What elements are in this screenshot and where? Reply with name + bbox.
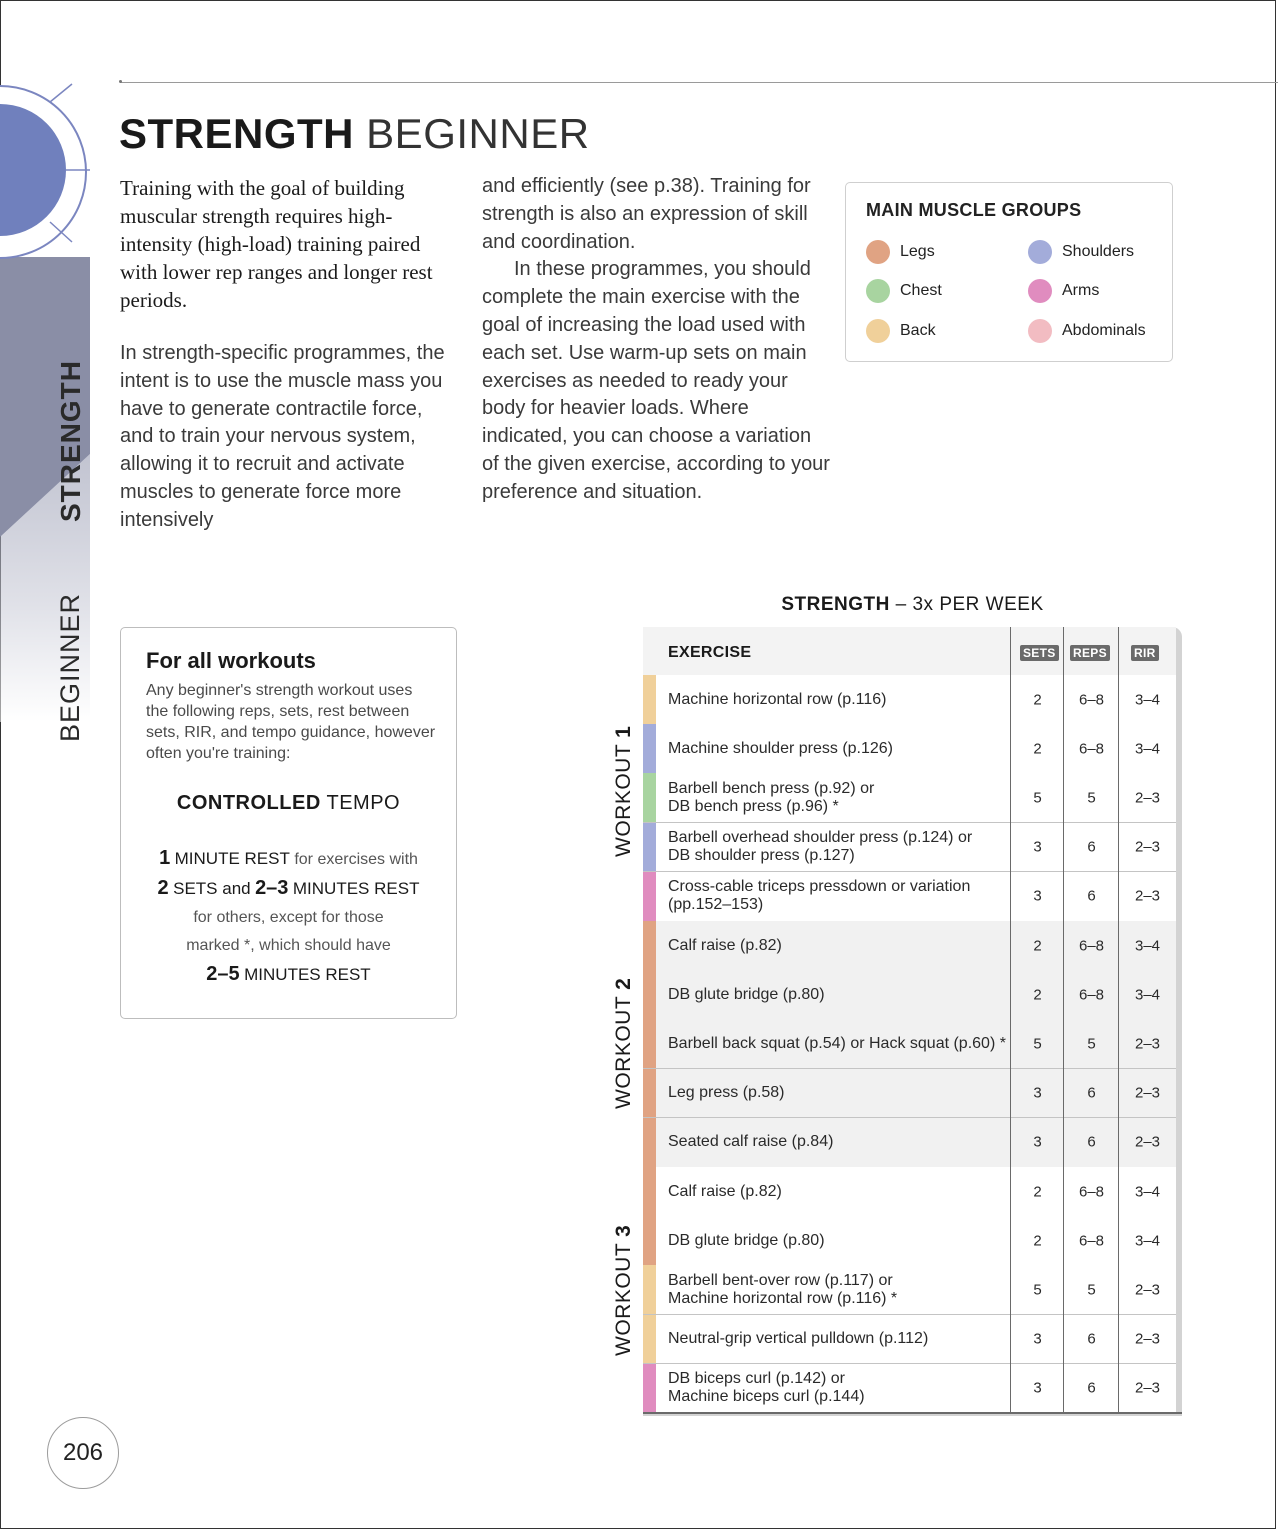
legend-label: Back xyxy=(900,322,936,339)
table-row xyxy=(643,1265,1176,1314)
reps-cell: 6 xyxy=(1087,1084,1096,1102)
workout-number: 2 xyxy=(612,977,635,990)
rir-cell: 3–4 xyxy=(1134,1232,1161,1250)
sets-cell: 3 xyxy=(1033,887,1042,905)
rir-cell: 2–3 xyxy=(1134,1379,1161,1397)
column-divider xyxy=(1010,627,1011,1413)
table-row xyxy=(643,1216,1176,1265)
column-divider xyxy=(1063,627,1064,1413)
table-heading-light: – 3x PER WEEK xyxy=(895,594,1044,615)
muscle-group-swatch xyxy=(643,773,656,822)
workout-3-label xyxy=(612,1225,636,1356)
rir-cell: 2–3 xyxy=(1134,1035,1161,1053)
muscle-groups-legend xyxy=(845,182,1173,362)
side-tab-beginner: BEGINNER xyxy=(55,592,85,742)
table-heading xyxy=(645,594,1180,616)
workout-1-label xyxy=(612,726,636,857)
exercise-cell xyxy=(668,1084,1013,1102)
header-reps: REPS xyxy=(1070,645,1110,661)
page-title xyxy=(119,110,590,158)
exercise-cell xyxy=(668,829,1013,865)
table-heading-bold: STRENGTH xyxy=(781,594,890,615)
body-column-2 xyxy=(482,173,832,507)
all-workouts-description: Any beginner's strength workout uses the following reps, sets, rest between sets, RIR, and tempo guidance, however often you're training: xyxy=(146,682,436,762)
rir-cell: 2–3 xyxy=(1134,838,1161,856)
exercise-line: Barbell bench press (p.92) or xyxy=(668,779,875,797)
sets-cell: 2 xyxy=(1033,1232,1042,1250)
sets-cell: 5 xyxy=(1033,1281,1042,1299)
sets-cell: 3 xyxy=(1033,1133,1042,1151)
rest-text: MINUTE REST xyxy=(174,849,290,868)
muscle-group-swatch xyxy=(643,675,656,724)
back-color-dot xyxy=(866,319,890,343)
sets-cell: 5 xyxy=(1033,1035,1042,1053)
reps-cell: 5 xyxy=(1087,1281,1096,1299)
header-rir: RIR xyxy=(1131,645,1159,661)
sets-cell: 5 xyxy=(1033,789,1042,807)
body-column-1 xyxy=(120,340,450,535)
abdominals-color-dot xyxy=(1028,319,1052,343)
header-exercise: EXERCISE xyxy=(668,644,752,661)
reps-cell: 6–8 xyxy=(1078,691,1105,709)
exercise-line: Cross-cable triceps pressdown or variation xyxy=(668,878,971,896)
exercise-line: DB glute bridge (p.80) xyxy=(668,985,825,1003)
body-paragraph: In strength-specific programmes, the intent is to use the muscle mass you have to generate contractile force, and to train your nervous system, allowing it to recruit and activate muscles to generate force more intensively xyxy=(120,342,445,531)
arms-color-dot xyxy=(1028,279,1052,303)
table-body xyxy=(643,627,1176,1413)
exercise-cell xyxy=(668,691,1013,709)
workout-label-text: WORKOUT xyxy=(612,744,635,857)
muscle-group-swatch xyxy=(643,872,656,921)
sets-cell: 3 xyxy=(1033,1084,1042,1102)
exercise-cell xyxy=(668,937,1013,955)
rir-cell: 3–4 xyxy=(1134,691,1161,709)
muscle-group-swatch xyxy=(643,724,656,773)
exercise-line: DB shoulder press (p.127) xyxy=(668,847,855,865)
exercise-cell xyxy=(668,1370,1013,1406)
chest-color-dot xyxy=(866,279,890,303)
table-bottom-rule xyxy=(643,1412,1182,1414)
exercise-line: Machine shoulder press (p.126) xyxy=(668,739,894,757)
workout-2-label xyxy=(612,978,636,1109)
rest-text: SETS and xyxy=(173,879,251,898)
exercise-line: Machine biceps curl (p.144) xyxy=(668,1388,865,1406)
sets-cell: 2 xyxy=(1033,1183,1042,1201)
rest-text: for exercises with xyxy=(294,851,418,868)
all-workouts-box xyxy=(120,627,457,1019)
exercise-line: DB biceps curl (p.142) or xyxy=(668,1370,845,1388)
exercise-cell xyxy=(668,986,1013,1004)
exercise-line: Machine horizontal row (p.116) * xyxy=(668,1289,898,1307)
table-row xyxy=(643,1167,1176,1216)
page-title-bold: STRENGTH xyxy=(119,110,354,157)
page-number: 206 xyxy=(47,1417,119,1489)
rir-cell: 2–3 xyxy=(1134,887,1161,905)
rest-text: MINUTES REST xyxy=(244,965,371,984)
muscle-group-swatch xyxy=(643,1118,656,1167)
intro-paragraph: Training with the goal of building muscular strength requires high-intensity (high-load) training paired with lower rep ranges and longer rest periods. xyxy=(120,176,433,312)
exercise-line: (pp.152–153) xyxy=(668,896,764,914)
table-row xyxy=(643,1069,1176,1118)
exercise-cell xyxy=(668,1035,1013,1053)
top-rule-dot xyxy=(119,80,122,83)
exercise-cell xyxy=(668,1330,1013,1348)
legend-label: Arms xyxy=(1062,282,1100,299)
exercise-line: DB glute bridge (p.80) xyxy=(668,1231,825,1249)
side-tab xyxy=(0,82,90,742)
sets-cell: 2 xyxy=(1033,691,1042,709)
exercise-line: Calf raise (p.82) xyxy=(668,936,782,954)
sets-cell: 3 xyxy=(1033,838,1042,856)
muscle-group-swatch xyxy=(643,1167,656,1216)
table-row xyxy=(643,675,1176,724)
reps-cell: 6–8 xyxy=(1078,740,1105,758)
exercise-line: Barbell back squat (p.54) or Hack squat (p.60) * xyxy=(668,1034,1006,1052)
rir-cell: 2–3 xyxy=(1134,1084,1161,1102)
exercise-line: DB bench press (p.96) * xyxy=(668,797,839,815)
muscle-group-swatch xyxy=(643,1019,656,1068)
rest-number: 2–3 xyxy=(255,877,289,899)
legend-label: Abdominals xyxy=(1062,322,1146,339)
rir-cell: 2–3 xyxy=(1134,1133,1161,1151)
rest-guidance xyxy=(121,844,456,990)
sets-cell: 2 xyxy=(1033,986,1042,1004)
table-row xyxy=(643,970,1176,1019)
table-row xyxy=(643,1315,1176,1364)
rir-cell: 2–3 xyxy=(1134,1330,1161,1348)
table-row xyxy=(643,823,1176,872)
rir-cell: 3–4 xyxy=(1134,986,1161,1004)
workout-label-text: WORKOUT xyxy=(612,996,635,1109)
rir-cell: 3–4 xyxy=(1134,740,1161,758)
reps-cell: 6–8 xyxy=(1078,1232,1105,1250)
reps-cell: 6 xyxy=(1087,838,1096,856)
reps-cell: 6 xyxy=(1087,1133,1096,1151)
muscle-group-swatch xyxy=(643,921,656,970)
rest-text: for others, except for those xyxy=(193,909,384,926)
rir-cell: 2–3 xyxy=(1134,789,1161,807)
exercise-cell xyxy=(668,1232,1013,1250)
sets-cell: 3 xyxy=(1033,1379,1042,1397)
reps-cell: 6–8 xyxy=(1078,937,1105,955)
exercise-line: Barbell overhead shoulder press (p.124) or xyxy=(668,829,973,847)
body-paragraph: and efficiently (see p.38). Training for strength is also an expression of skill and coordination. xyxy=(482,175,811,253)
workout-number: 1 xyxy=(612,725,635,738)
body-paragraph: In these programmes, you should complete the main exercise with the goal of increasing the load used with each set. Use warm-up sets on main exercises as needed to ready your body for heavier loads. Where indicated, you can choose a variation of the given exercise, according to your preference and situation. xyxy=(482,258,830,503)
exercise-line: Barbell bent-over row (p.117) or xyxy=(668,1271,893,1289)
exercise-cell xyxy=(668,1272,1013,1308)
sets-cell: 3 xyxy=(1033,1330,1042,1348)
exercise-line: Machine horizontal row (p.116) xyxy=(668,690,887,708)
rest-number: 2–5 xyxy=(206,963,240,985)
rir-cell: 3–4 xyxy=(1134,937,1161,955)
legend-label: Chest xyxy=(900,282,942,299)
table-row xyxy=(643,1019,1176,1068)
table-row xyxy=(643,921,1176,970)
muscle-group-swatch xyxy=(643,1069,656,1118)
rest-text: marked *, which should have xyxy=(186,937,391,954)
header-sets: SETS xyxy=(1020,645,1059,661)
legend-label: Legs xyxy=(900,243,935,260)
table-row xyxy=(643,724,1176,773)
table-header-row xyxy=(643,627,1176,676)
reps-cell: 6 xyxy=(1087,1379,1096,1397)
exercise-line: Seated calf raise (p.84) xyxy=(668,1133,834,1151)
rest-number: 1 xyxy=(159,847,171,869)
reps-cell: 6–8 xyxy=(1078,986,1105,1004)
legend-label: Shoulders xyxy=(1062,243,1135,260)
rir-cell: 2–3 xyxy=(1134,1281,1161,1299)
reps-cell: 6 xyxy=(1087,887,1096,905)
table-row xyxy=(643,872,1176,921)
exercise-cell xyxy=(668,740,1013,758)
exercise-line: Leg press (p.58) xyxy=(668,1084,785,1102)
reps-cell: 6 xyxy=(1087,1330,1096,1348)
shoulders-color-dot xyxy=(1028,240,1052,264)
muscle-group-swatch xyxy=(643,823,656,872)
reps-cell: 6–8 xyxy=(1078,1183,1105,1201)
muscle-group-swatch xyxy=(643,1364,656,1413)
exercise-line: Neutral-grip vertical pulldown (p.112) xyxy=(668,1330,929,1348)
muscle-group-swatch xyxy=(643,1265,656,1314)
side-tab-strength: STRENGTH xyxy=(55,360,86,522)
workout-label-text: WORKOUT xyxy=(612,1243,635,1356)
all-workouts-title: For all workouts xyxy=(146,648,316,673)
sets-cell: 2 xyxy=(1033,740,1042,758)
column-divider xyxy=(1118,627,1119,1413)
reps-cell: 5 xyxy=(1087,789,1096,807)
tempo-light: TEMPO xyxy=(326,792,401,814)
rest-text: MINUTES REST xyxy=(292,879,420,898)
exercise-cell xyxy=(668,780,1013,816)
top-rule xyxy=(120,82,1278,83)
table-row xyxy=(643,1118,1176,1167)
exercise-cell xyxy=(668,878,1013,914)
sets-cell: 2 xyxy=(1033,937,1042,955)
muscle-group-swatch xyxy=(643,1216,656,1265)
workout-table xyxy=(643,627,1182,1416)
exercise-cell xyxy=(668,1133,1013,1151)
tempo-bold: CONTROLLED xyxy=(176,792,321,814)
workout-number: 3 xyxy=(612,1224,635,1237)
tempo-guidance xyxy=(121,792,456,815)
exercise-cell xyxy=(668,1183,1013,1201)
muscle-group-swatch xyxy=(643,1315,656,1364)
rest-number: 2 xyxy=(157,877,169,899)
table-row xyxy=(643,1364,1176,1413)
exercise-line: Calf raise (p.82) xyxy=(668,1182,782,1200)
legs-color-dot xyxy=(866,240,890,264)
rir-cell: 3–4 xyxy=(1134,1183,1161,1201)
page-title-light: BEGINNER xyxy=(366,110,590,157)
reps-cell: 5 xyxy=(1087,1035,1096,1053)
table-row xyxy=(643,773,1176,822)
muscle-group-swatch xyxy=(643,970,656,1019)
legend-title: MAIN MUSCLE GROUPS xyxy=(866,200,1082,220)
